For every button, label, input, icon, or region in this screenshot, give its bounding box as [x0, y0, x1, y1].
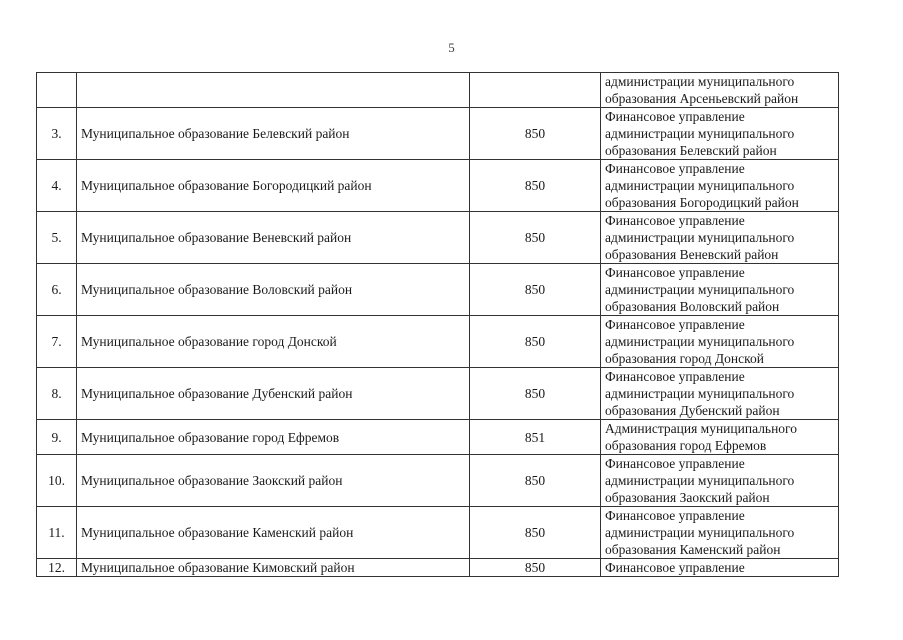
administrator-cell [601, 455, 839, 507]
administrator-line: образования Заокский район [605, 490, 770, 505]
administrator-line: образования Веневский район [605, 247, 779, 262]
row-number-cell: 8. [37, 368, 77, 420]
administrator-line: образования Воловский район [605, 299, 780, 314]
code-cell: 850 [470, 368, 601, 420]
administrator-line: Финансовое управление [605, 161, 745, 176]
code-cell: 850 [470, 559, 601, 577]
administrator-cell [601, 73, 839, 108]
administrator-line: администрации муниципального [605, 230, 795, 245]
table-row [37, 559, 839, 577]
municipality-name-cell: Муниципальное образование город Ефремов [77, 420, 470, 455]
administrator-line: образования Белевский район [605, 143, 777, 158]
row-number-cell: 9. [37, 420, 77, 455]
administrator-line: администрации муниципального [605, 178, 795, 193]
administrator-cell [601, 108, 839, 160]
municipality-name-cell: Муниципальное образование город Донской [77, 316, 470, 368]
municipality-name-cell [77, 73, 470, 108]
administrator-line: Финансовое управление [605, 508, 745, 523]
table-row [37, 264, 839, 316]
row-number-cell: 11. [37, 507, 77, 559]
administrator-line: администрации муниципального [605, 126, 795, 141]
administrator-line: администрации муниципального [605, 386, 795, 401]
administrator-cell [601, 316, 839, 368]
administrator-line: образования город Донской [605, 351, 764, 366]
row-number-cell: 12. [37, 559, 77, 577]
table-body [37, 73, 839, 577]
administrator-line: Финансовое управление [605, 456, 745, 471]
table-row [37, 368, 839, 420]
administrator-line: Финансовое управление [605, 265, 745, 280]
administrator-line: администрации муниципального [605, 282, 795, 297]
row-number-cell: 6. [37, 264, 77, 316]
administrator-line: образования Каменский район [605, 542, 781, 557]
administrator-line: образования Дубенский район [605, 403, 780, 418]
administrator-line: Финансовое управление [605, 369, 745, 384]
table-row [37, 108, 839, 160]
municipality-name-cell: Муниципальное образование Воловский район [77, 264, 470, 316]
code-cell: 850 [470, 108, 601, 160]
administrator-line: образования Арсеньевский район [605, 91, 799, 106]
administrator-cell [601, 212, 839, 264]
table-row [37, 455, 839, 507]
table-row [37, 73, 839, 108]
administrator-cell [601, 264, 839, 316]
code-cell: 850 [470, 264, 601, 316]
municipality-name-cell: Муниципальное образование Каменский район [77, 507, 470, 559]
administrator-line: администрации муниципального [605, 525, 795, 540]
municipality-name-cell: Муниципальное образование Заокский район [77, 455, 470, 507]
administrator-line: Финансовое управление [605, 560, 745, 575]
municipality-name-cell: Муниципальное образование Белевский район [77, 108, 470, 160]
administrator-cell [601, 160, 839, 212]
table-row [37, 212, 839, 264]
municipality-table [36, 72, 839, 577]
code-cell [470, 73, 601, 108]
municipality-name-cell: Муниципальное образование Богородицкий район [77, 160, 470, 212]
page-number: 5 [448, 40, 455, 55]
administrator-line: Администрация муниципального [605, 421, 798, 436]
municipality-name-cell: Муниципальное образование Кимовский район [77, 559, 470, 577]
administrator-line: образования Богородицкий район [605, 195, 799, 210]
row-number-cell: 10. [37, 455, 77, 507]
administrator-line: образования город Ефремов [605, 438, 767, 453]
table-row [37, 316, 839, 368]
administrator-cell [601, 420, 839, 455]
municipality-name-cell: Муниципальное образование Дубенский район [77, 368, 470, 420]
administrator-line: Финансовое управление [605, 317, 745, 332]
code-cell: 850 [470, 507, 601, 559]
administrator-cell [601, 559, 839, 577]
row-number-cell: 7. [37, 316, 77, 368]
row-number-cell: 4. [37, 160, 77, 212]
code-cell: 850 [470, 160, 601, 212]
administrator-line: администрации муниципального [605, 334, 795, 349]
administrator-line: администрации муниципального [605, 74, 795, 89]
administrator-line: Финансовое управление [605, 213, 745, 228]
row-number-cell: 3. [37, 108, 77, 160]
administrator-cell [601, 507, 839, 559]
table-row [37, 507, 839, 559]
row-number-cell [37, 73, 77, 108]
row-number-cell: 5. [37, 212, 77, 264]
code-cell: 850 [470, 316, 601, 368]
table-row [37, 420, 839, 455]
administrator-line: администрации муниципального [605, 473, 795, 488]
municipality-name-cell: Муниципальное образование Веневский район [77, 212, 470, 264]
code-cell: 851 [470, 420, 601, 455]
administrator-line: Финансовое управление [605, 109, 745, 124]
code-cell: 850 [470, 212, 601, 264]
table-row [37, 160, 839, 212]
administrator-cell [601, 368, 839, 420]
code-cell: 850 [470, 455, 601, 507]
